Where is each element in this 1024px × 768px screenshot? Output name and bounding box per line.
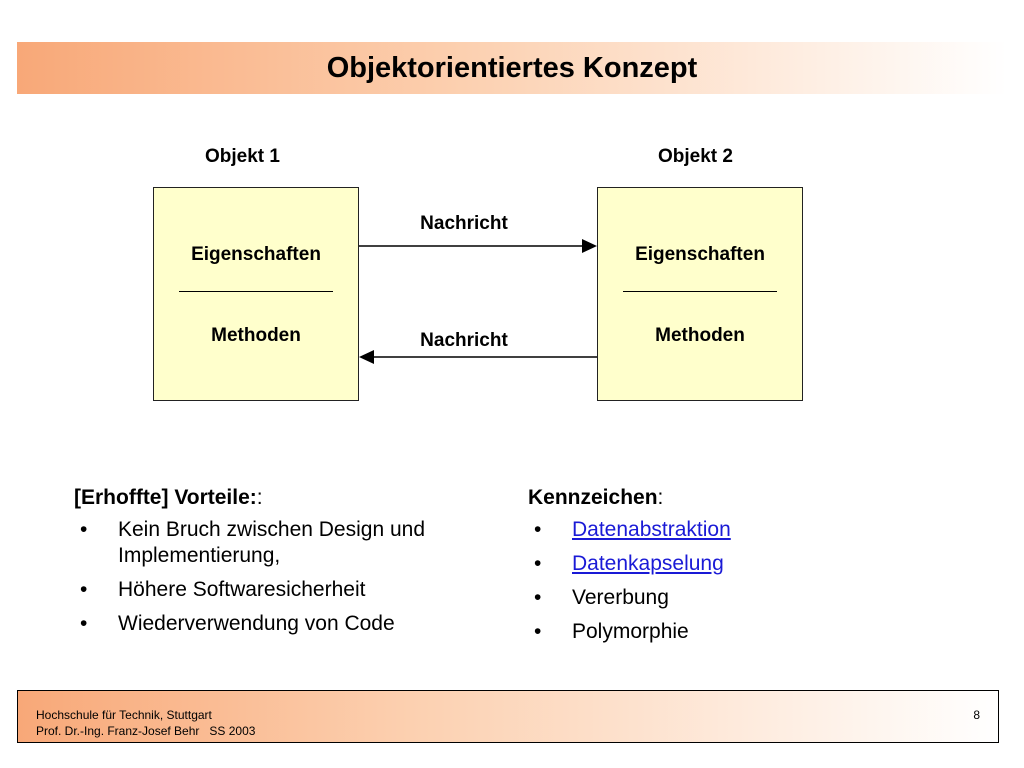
bullet-icon: • (534, 586, 542, 609)
features-heading: Kennzeichen: (528, 486, 664, 509)
arrow-left (359, 350, 597, 364)
object1-properties: Eigenschaften (191, 244, 321, 265)
list-item (528, 517, 928, 543)
bullet-icon: • (80, 612, 88, 635)
page-number: 8 (973, 708, 980, 722)
bullet-icon: • (534, 620, 542, 643)
message-label-top: Nachricht (420, 213, 508, 234)
footer-author: Prof. Dr.-Ing. Franz-Josef Behr SS 2003 (36, 724, 256, 738)
bullet-icon: • (80, 518, 88, 541)
advantages-heading: [Erhoffte] Vorteile:: (74, 486, 263, 509)
link-datenabstraktion[interactable]: Datenabstraktion (572, 518, 731, 541)
object1-methods: Methoden (211, 325, 301, 346)
list-item: • Polymorphie (534, 620, 689, 643)
slide-title: Objektorientiertes Konzept (326, 52, 698, 84)
object1-label: Objekt 1 (205, 146, 280, 167)
footer (17, 690, 999, 743)
link-datenkapselung[interactable]: Datenkapselung (572, 552, 724, 575)
object2-properties: Eigenschaften (635, 244, 765, 265)
bullet-icon: • (534, 518, 542, 541)
arrow-right (359, 239, 597, 253)
bullet-icon: • (534, 552, 542, 575)
advantages-column (74, 485, 474, 645)
object2-methods: Methoden (655, 325, 745, 346)
list-item: • Höhere Softwaresicherheit (80, 578, 366, 601)
bullet-icon: • (80, 578, 88, 601)
message-label-bottom: Nachricht (420, 330, 508, 351)
list-item: • Kein Bruch zwischen Design und Implementierung, (80, 518, 426, 567)
list-item: • Vererbung (534, 586, 669, 609)
footer-institution: Hochschule für Technik, Stuttgart (36, 708, 212, 722)
list-item: • Wiederverwendung von Code (80, 612, 395, 635)
object2-label: Objekt 2 (658, 146, 733, 167)
list-item (528, 551, 928, 577)
features-column (528, 485, 928, 653)
